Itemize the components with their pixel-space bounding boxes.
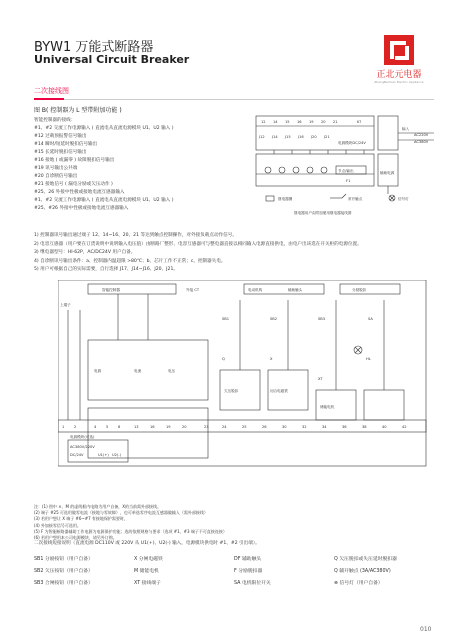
block-label: 外接 CT <box>186 288 200 292</box>
relay-wiring-diagram <box>254 114 436 226</box>
footnote-line: (3) 若用户想让 X 端子 #6~#7 有接地保护需要时， <box>34 516 128 522</box>
note-line: 2) 电容互感器（用户要在订货说明中说明输入电压值）由断路厂整形、电容互感器可与整电器直接以相同输入电源直接供电，由电户出该选在开关柜的电源位置。 <box>34 241 362 247</box>
pin-line: #1、#2 交流工作电源输入 ( 直流电从直流电源模块 U1、U2 输入 ) <box>34 126 174 131</box>
notes-list <box>34 232 444 275</box>
side-label: Q <box>222 357 225 361</box>
terminal-label: 14 <box>273 120 278 124</box>
diagram-footnotes <box>34 504 434 541</box>
terminal-num: 2 <box>74 425 77 429</box>
left-label: 电压 <box>168 369 176 373</box>
relay-label: J12 <box>259 135 265 139</box>
section-heading: 二次接线图 <box>34 87 69 95</box>
relay-label: J15 <box>285 135 291 139</box>
terminal-num: 24 <box>222 425 227 429</box>
terminal-label: K? <box>357 120 362 124</box>
terminal-label: 12 <box>261 120 266 124</box>
terminal-label: 21 <box>333 120 338 124</box>
pin-line: #19 讯号输出公共端 <box>34 166 78 171</box>
page-number: 010 <box>420 626 432 633</box>
block-label: 电动机构 <box>248 288 263 292</box>
terminal-num: 5 <box>106 425 109 429</box>
footnote-line: 注：(1) 图中 ×、M 的虚线框内电路为用户自备，X的当前需外部接线。 <box>34 504 162 509</box>
terminal-num: 20 <box>182 425 187 429</box>
supply-value: AC380V <box>414 140 429 144</box>
terminal-num: 4 <box>94 425 97 429</box>
side-label: SA <box>368 317 373 321</box>
pin-description-list <box>34 117 254 213</box>
supply-input-label: 输入 <box>402 127 410 131</box>
legend-item: Q 欠压脱扣或失压延时脱扣器 <box>334 556 397 562</box>
terminal-num: 30 <box>282 425 287 429</box>
left-label: 上端子 <box>60 303 71 307</box>
side-label: HL <box>366 357 371 361</box>
terminal-num: 32 <box>302 425 307 429</box>
side-label: SB2 <box>270 317 278 321</box>
section-rule-accent <box>34 98 64 100</box>
terminal-num: 19 <box>166 425 171 429</box>
legend-item: ⊗ 信号灯（用户自备） <box>334 580 383 586</box>
pin-line: #1、#2 交流工作电源输入 ( 直流电从直流电源模块 U1、U2 输入 ) <box>34 198 174 203</box>
terminal-label: 19 <box>309 120 314 124</box>
footnote-line: (6) 若用户想用本公司电源模块，请另外订购。 <box>34 535 117 541</box>
side-label: SB1 <box>222 317 230 321</box>
terminal-num: 42 <box>402 425 407 429</box>
legend-item: F 分励脱扣器 <box>234 568 263 574</box>
footnote-line: (2) 端子 #25 可选用做零电流（接地与零故障），也可单选零序电流互感器做输入（需外部接线） <box>34 510 208 516</box>
legend-row <box>34 552 434 564</box>
terminal-num: 1 <box>62 425 65 429</box>
module-caption: 电源模块(可选) <box>70 435 95 439</box>
block-label: 智能控制器 <box>102 288 120 292</box>
legend-item: SB2 欠压按钮（用户自备） <box>34 568 93 574</box>
symbol-legend <box>34 552 434 588</box>
pin-line: #15 长延时脱扣信号输出 <box>34 150 87 155</box>
power-module-label: 电源模块DC/24V <box>338 141 366 145</box>
brand-name-en: ZhengBeiYuan Electric Appliance <box>374 80 424 84</box>
legend-caption: 继电器用户由附加便用继电器接线图 <box>294 211 352 215</box>
main-wiring-diagram <box>58 280 428 498</box>
legend-row <box>34 576 434 588</box>
legend-item: SB3 合闸按钮（用户自备） <box>34 580 93 586</box>
left-label: 电源 <box>94 369 102 373</box>
terminal-label: 16 <box>297 120 302 124</box>
legend-item: M 储能电机 <box>134 568 159 574</box>
side-label: SB3 <box>318 317 326 321</box>
aux-power-label: 辅助电源 <box>380 171 395 175</box>
legend-relay-coil: 继电器圈 <box>278 197 293 201</box>
pin-line: #12 过载预报警信号输出 <box>34 134 87 139</box>
legend-item: DF 辅助触头 <box>234 556 262 562</box>
terminal-num: 16 <box>150 425 155 429</box>
note-line: 1) 控制器讯号输出通过端子 12、14~16、20、21 等达到触点控制操作，对外接负载点动作信号。 <box>34 233 237 238</box>
legend-contact: 常开触点 <box>348 197 363 201</box>
legend-item: SA 电机限位开关 <box>234 580 271 586</box>
note-line: 4) 自诊断讯号输出条件：a、控制器内温超限 >80℃；b、芯片工作不正常；c、控制器失电。 <box>34 258 226 264</box>
block-label: 辅助触头 <box>288 288 303 292</box>
note-line: 5) 用户可根据自己的实际需要，自行选择 J17、J14~J16、J20、J21。 <box>34 267 178 273</box>
relay-label: J16 <box>298 135 304 139</box>
legend-item: SB1 分励按钮（用户自备） <box>34 556 93 562</box>
terminal-label: 20 <box>321 120 326 124</box>
terminal-num: 23 <box>204 425 209 429</box>
relay-frame <box>256 154 374 186</box>
legend-item: XT 接线端子 <box>134 580 161 586</box>
section-rule <box>64 99 434 100</box>
side-label: X <box>270 357 273 361</box>
terminal-num: 25 <box>242 425 247 429</box>
left-label: 电流 <box>134 369 142 373</box>
terminal-num: 40 <box>382 425 387 429</box>
pin-line: #21 接地信号 ( 漏电分励或欠压动作 ) <box>34 182 113 187</box>
pin-line: #25、26 外接中性极或接地电流互感器输入 <box>34 190 125 195</box>
footnote-line: (4) 外加接零信号可选用。 <box>34 522 81 528</box>
module-input: AC380V/220V <box>70 445 95 449</box>
terminal-num: 36 <box>342 425 347 429</box>
pin-line: #20 自诊断信号输出 <box>34 174 78 179</box>
logo-mark-icon <box>384 35 414 65</box>
wiring-description: 二次接线短接说明（直流电源 DC110V 或 220V 从 U1(+)、U2(-) 输入，电源模块供电时 #1、#2 引出端）。 <box>34 541 260 546</box>
figure-title: 图 B( 控制器为 L 型带附加功能 ) <box>34 107 122 114</box>
module-output: DC/24V <box>70 453 84 457</box>
supply-value: AC220V <box>414 133 429 137</box>
relay-label: J14 <box>272 135 278 139</box>
footnote-line: (5) F 为智能断路器辅助工作电源为电源保护功能；选的依照规格与要求（选项 #1、#3 端子不可直接连接） <box>34 528 227 534</box>
pin-line: #16 接地 ( 或漏零 ) 故障脱扣信号输出 <box>34 158 115 163</box>
block-label: 闭合电磁铁 <box>270 389 288 393</box>
pin-line: #14 瞬时/短延时脱扣信号输出 <box>34 142 98 147</box>
page-title-cn: BYW1 万能式断路器 <box>34 40 154 55</box>
pin-line: 智能控制器的接线： <box>34 118 76 123</box>
module-out-pos: U1(+) <box>98 453 109 457</box>
switch-output-label: 节点/输出 <box>338 169 354 173</box>
terminal-num: 13 <box>134 425 139 429</box>
legend-row <box>34 564 434 576</box>
legend-item: X 分闸电磁铁 <box>134 556 163 562</box>
block-label: 欠压脱扣 <box>224 389 239 393</box>
terminal-num: 26 <box>262 425 267 429</box>
block-label: 分励脱扣 <box>352 288 367 292</box>
terminal-num: 34 <box>322 425 327 429</box>
page-title-en: Universal Circuit Breaker <box>34 53 190 66</box>
power-module-frame <box>378 116 398 150</box>
brand-name-cn: 正北元电器 <box>376 70 422 80</box>
block-label: 储能电机 <box>320 405 335 409</box>
terminal-label: 15 <box>285 120 290 124</box>
brand-logo <box>368 35 430 84</box>
fuse-label: F1 <box>346 179 351 183</box>
module-out-neg: U2(-) <box>112 453 122 457</box>
terminal-num: 6 <box>118 425 121 429</box>
relay-label: J20 <box>311 135 317 139</box>
legend-lamp: 信号灯 <box>398 197 409 201</box>
side-label: XT <box>318 377 323 381</box>
note-line: 3) 继电器型号：HI-62P，AC/DC24V 用户自备。 <box>34 250 136 256</box>
pin-line: #25、#26 外接中性极或接地电流互感器输入 <box>34 206 129 211</box>
relay-label: J21 <box>324 135 330 139</box>
legend-item: Q 辅开触点 (3A/AC380V) <box>334 568 391 574</box>
terminal-num: 38 <box>362 425 367 429</box>
